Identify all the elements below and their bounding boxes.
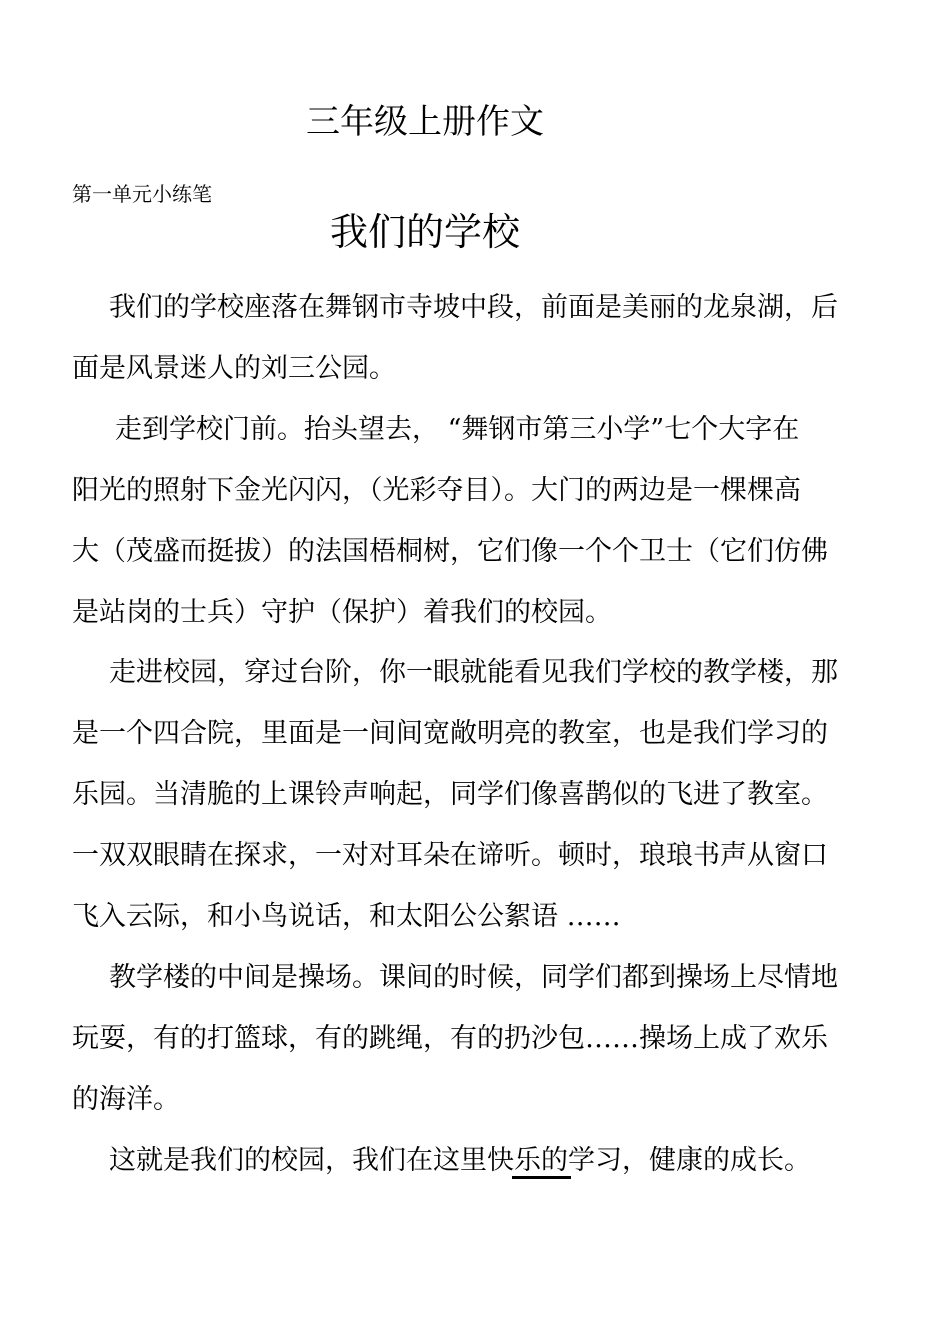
paragraph-1: [72, 277, 892, 399]
paragraph-line: 的海洋。: [72, 1084, 180, 1115]
paragraph-5: [72, 1130, 892, 1191]
document-title: 三年级上册作文: [306, 102, 544, 142]
paragraph-line: 玩耍，有的打篮球，有的跳绳，有的扔沙包……操场上成了欢乐: [72, 1023, 828, 1054]
paragraph-line: 这就是我们的校园，我们在这里快乐的学习，健康的成长。: [109, 1145, 811, 1176]
unit-label: 第一单元小练笔: [72, 182, 212, 206]
paragraph-line: 一双双眼睛在探求，一对对耳朵在谛听。顿时，琅琅书声从窗口: [72, 840, 828, 871]
paragraph-2: [72, 399, 892, 643]
paragraph-line: 阳光的照射下金光闪闪，（光彩夺目）。大门的两边是一棵棵高: [72, 475, 801, 506]
paragraph-line: 走进校园，穿过台阶，你一眼就能看见我们学校的教学楼，那: [109, 657, 838, 688]
essay-title: 我们的学校: [329, 210, 520, 254]
paragraph-line: 飞入云际，和小鸟说话，和太阳公公絮语 ……: [72, 901, 621, 932]
underline-mark: [512, 1176, 571, 1179]
paragraph-line: 是站岗的士兵）守护（保护）着我们的校园。: [72, 597, 612, 628]
paragraph-line: 乐园。当清脆的上课铃声响起，同学们像喜鹊似的飞进了教室。: [72, 779, 828, 810]
paragraph-line: 我们的学校座落在舞钢市寺坡中段，前面是美丽的龙泉湖，后: [109, 292, 838, 323]
paragraph-line: 教学楼的中间是操场。课间的时候，同学们都到操场上尽情地: [109, 962, 838, 993]
paragraph-line: 面是风景迷人的刘三公园。: [72, 353, 396, 384]
paragraph-line: 大（茂盛而挺拔）的法国梧桐树，它们像一个个卫士（它们仿佛: [72, 536, 828, 567]
paragraph-line: 是一个四合院，里面是一间间宽敞明亮的教室，也是我们学习的: [72, 718, 828, 749]
paragraph-3: [72, 642, 892, 947]
paragraph-line: 走到学校门前。抬头望去， “舞钢市第三小学”七个大字在: [115, 414, 800, 445]
paragraph-4: [72, 947, 892, 1130]
